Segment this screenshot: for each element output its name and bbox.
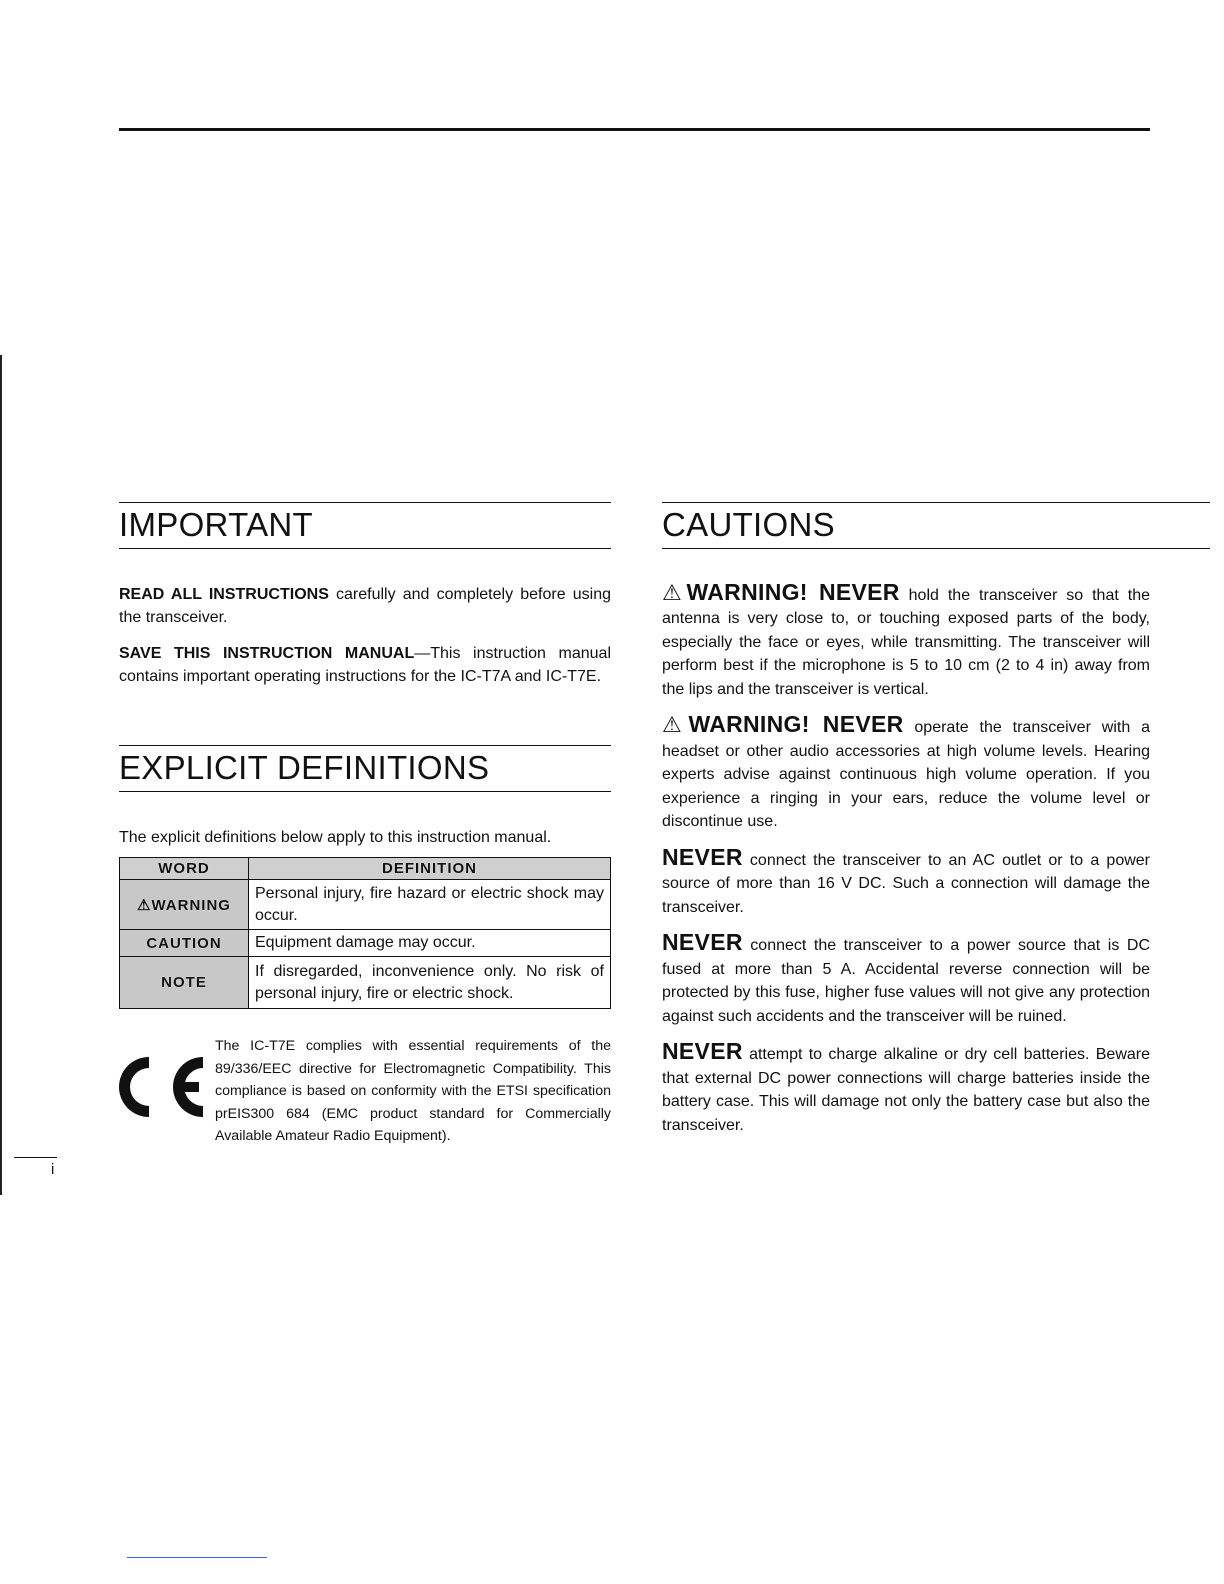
cautions-heading-box	[662, 502, 1210, 549]
caution-lead: ⚠WARNING! NEVER	[662, 711, 904, 738]
scan-artifact-line	[127, 1557, 267, 1558]
read-all-text: carefully and completely before using the transceiver.	[119, 585, 612, 627]
definitions-intro: The explicit definitions below apply to this instruction manual.	[119, 828, 552, 846]
caution-item	[662, 578, 1150, 702]
save-manual-lead: SAVE THIS INSTRUCTION MANUAL	[119, 644, 415, 662]
table-row	[120, 930, 611, 957]
ce-mark-icon	[119, 1053, 205, 1121]
table-header-row	[120, 858, 611, 880]
definitions-table	[119, 857, 611, 1009]
page-number: i	[51, 1161, 55, 1178]
definitions-heading: EXPLICIT DEFINITIONS	[119, 748, 490, 786]
caution-text: operate the transceiver with a headset or other audio accessories at high volume levels. Hearing experts advise against continuous high volume operation. If you experience a ringing in your ears, reduce the volume level or discontinue use.	[662, 719, 1150, 831]
left-column	[119, 502, 611, 1155]
caution-text: connect the transceiver to a power source that is DC fused at more than 5 A. Accidental reverse connection will be protected by this fuse, higher fuse values will not give any protection against such accidents and the transceiver will be ruined.	[662, 937, 1150, 1025]
read-all-lead: READ ALL INSTRUCTIONS	[119, 585, 329, 603]
table-row	[120, 880, 611, 930]
caution-item	[662, 931, 1150, 1028]
important-heading-box	[119, 502, 611, 549]
definition-cell: If disregarded, inconvenience only. No risk of personal injury, fire or electric shock.	[249, 957, 611, 1009]
column-header-definition: DEFINITION	[249, 858, 611, 880]
important-paragraph-1	[119, 583, 611, 630]
definition-cell: Equipment damage may occur.	[249, 930, 611, 957]
caution-item	[662, 843, 1150, 920]
caution-text: connect the transceiver to an AC outlet or to a power source of more than 16 V DC. Such a connection will damage the transceiver.	[662, 851, 1150, 916]
cautions-heading: CAUTIONS	[662, 506, 835, 543]
caution-item	[662, 1040, 1150, 1137]
save-manual-text: —This instruction manual contains important operating instructions for the IC-T7A and IC-T7E.	[119, 644, 612, 686]
important-heading: IMPORTANT	[119, 506, 313, 543]
caution-item	[662, 713, 1150, 834]
caution-text: attempt to charge alkaline or dry cell batteries. Beware that external DC power connections will charge batteries inside the battery case. This will damage not only the battery case but also the transceiver.	[662, 1046, 1150, 1134]
warning-triangle-icon: ⚠	[662, 712, 689, 738]
ce-compliance-text: The IC-T7E complies with essential requirements of the 89/336/EEC directive for Electromagnetic Compatibility. This compliance is based on conformity with the ETSI specification prEIS300 684 (EMC product standard for Commercially Available Amateur Radio Equipment).	[215, 1038, 611, 1145]
top-rule	[119, 128, 1150, 131]
page-number-rule	[14, 1157, 57, 1158]
definitions-heading-box	[119, 745, 611, 792]
word-cell: ⚠WARNING	[120, 880, 249, 930]
ce-compliance-block	[119, 1035, 611, 1155]
right-column	[662, 502, 1150, 1137]
caution-text: hold the transceiver so that the antenna is very close to, or touching exposed parts of the body, especially the face or eyes, while transmitting. The transceiver will perform best if the microphone is 5 to 10 cm (2 to 4 in) away from the lips and the transceiver is vertical.	[662, 586, 1150, 698]
caution-lead: ⚠WARNING! NEVER	[662, 578, 900, 605]
caution-lead: NEVER	[662, 1038, 743, 1065]
important-paragraph-2	[119, 642, 611, 689]
table-row	[120, 957, 611, 1009]
warning-triangle-icon: ⚠	[662, 579, 687, 605]
word-cell: NOTE	[120, 957, 249, 1009]
word-cell: CAUTION	[120, 930, 249, 957]
caution-lead: NEVER	[662, 929, 743, 956]
column-header-word: WORD	[120, 858, 249, 880]
definition-cell: Personal injury, fire hazard or electric shock may occur.	[249, 880, 611, 930]
scan-edge-line	[0, 355, 2, 1195]
caution-lead: NEVER	[662, 843, 743, 870]
